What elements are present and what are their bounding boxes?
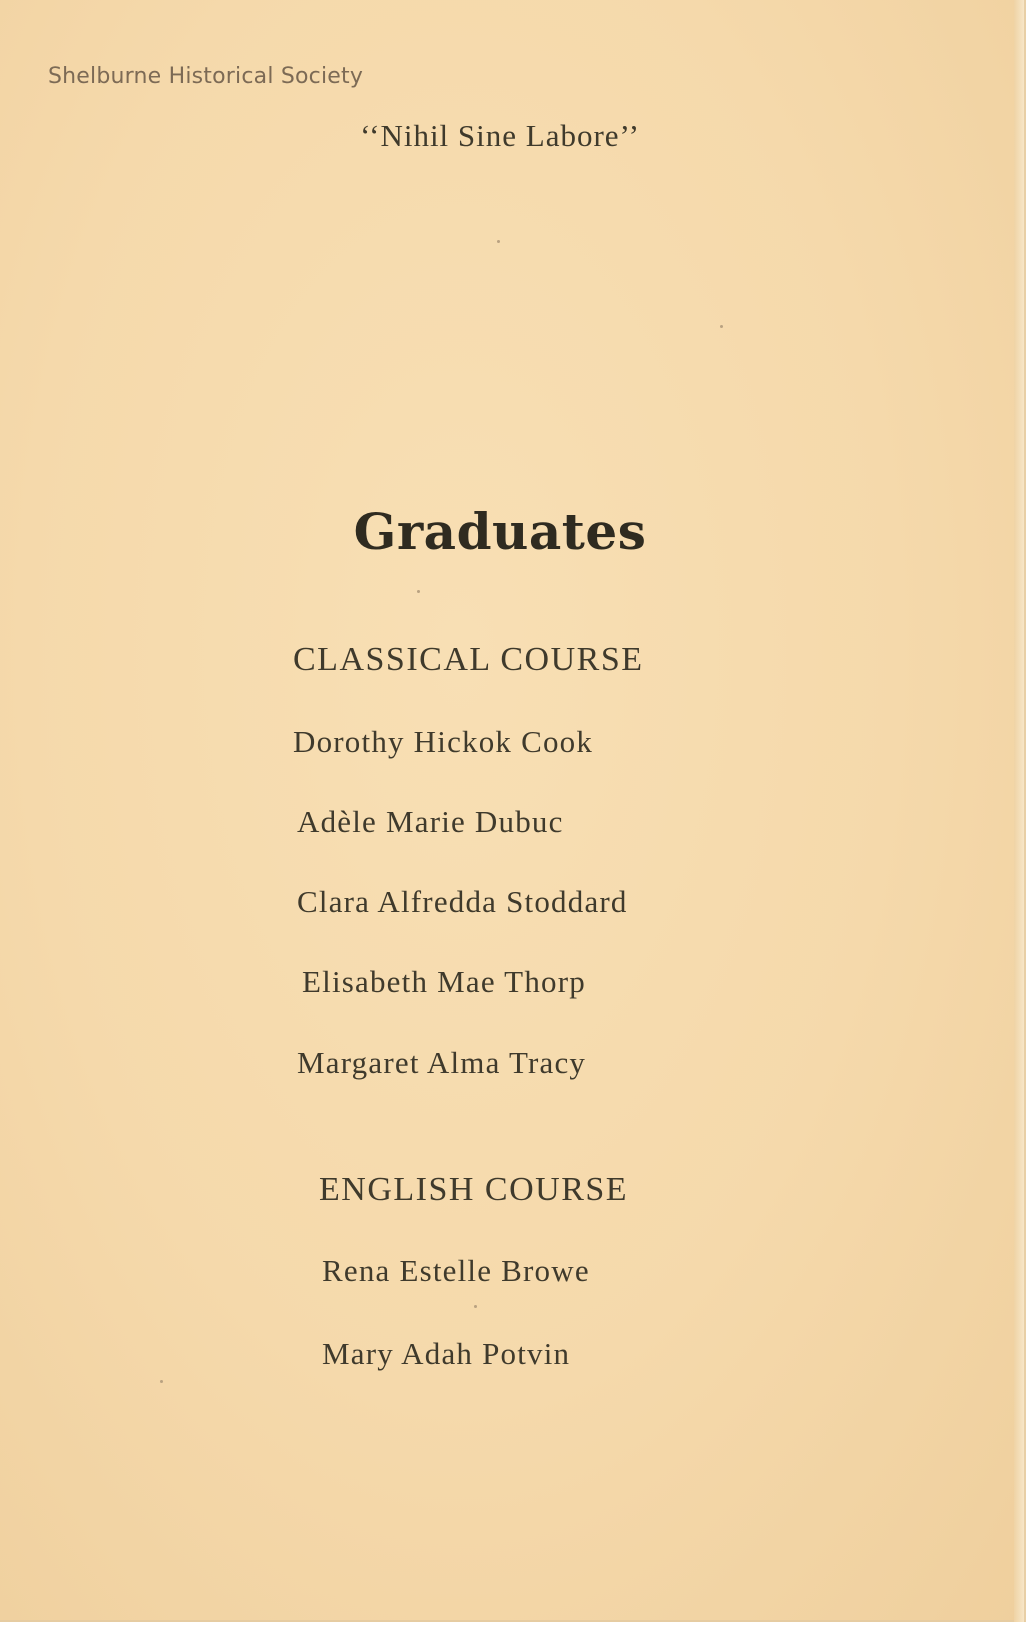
page-edge	[1014, 0, 1024, 1622]
paper-speck	[720, 325, 723, 328]
paper-speck	[474, 1305, 477, 1308]
graduate-name: Clara Alfredda Stoddard	[297, 884, 628, 919]
english-course-title: ENGLISH COURSE	[319, 1171, 629, 1208]
graduates-heading: Graduates	[353, 502, 647, 561]
graduate-name: Adèle Marie Dubuc	[297, 804, 564, 839]
graduate-name: Rena Estelle Browe	[322, 1253, 590, 1288]
graduate-name: Mary Adah Potvin	[322, 1336, 571, 1371]
paper-speck	[160, 1380, 163, 1383]
motto: ‘‘Nihil Sine Labore’’	[360, 118, 640, 153]
graduate-name: Margaret Alma Tracy	[297, 1045, 587, 1080]
paper-speck	[417, 590, 420, 593]
watermark: Shelburne Historical Society	[48, 64, 364, 89]
paper-speck	[497, 240, 500, 243]
classical-course-title: CLASSICAL COURSE	[293, 641, 644, 678]
graduate-name: Dorothy Hickok Cook	[293, 724, 594, 759]
graduate-name: Elisabeth Mae Thorp	[302, 964, 586, 999]
